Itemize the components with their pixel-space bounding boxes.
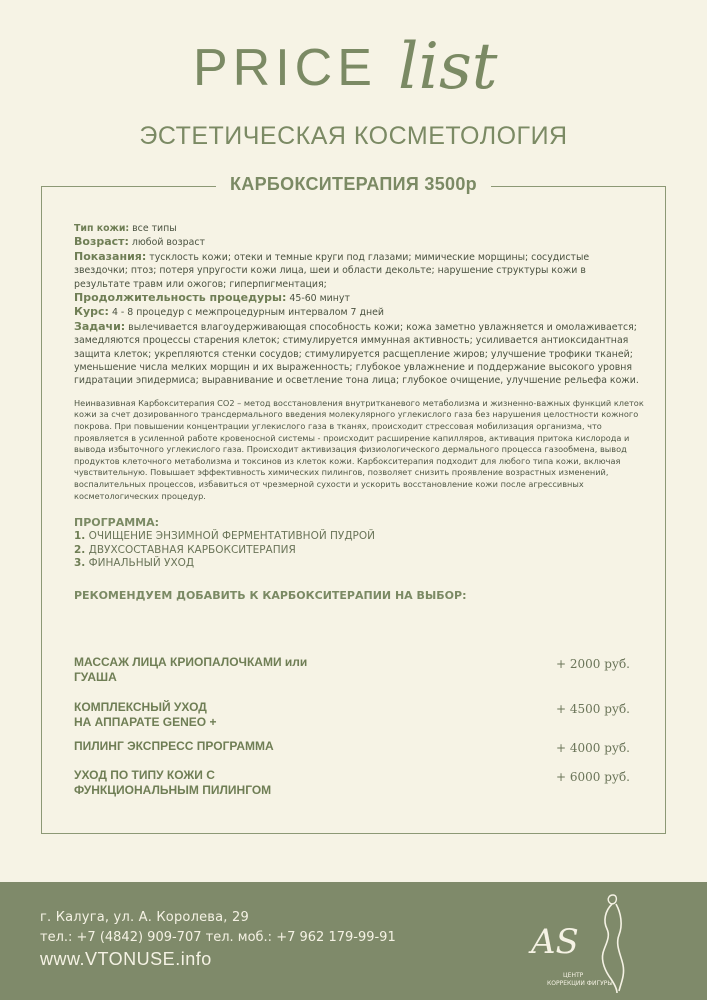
program-item-text: ОЧИЩЕНИЕ ЭНЗИМНОЙ ФЕРМЕНТАТИВНОЙ ПУДРОЙ [85, 530, 375, 543]
logo-caption: КОРРЕКЦИИ ФИГУРЫ [547, 980, 613, 987]
course-value: 4 - 8 процедур с межпроцедурным интервалом 7 дней [108, 307, 384, 319]
addon-price: + 2000 руб. [555, 657, 630, 671]
program-item-number: 3. [74, 557, 86, 570]
addon-price: + 4500 руб. [555, 702, 630, 716]
addon-name [74, 700, 404, 730]
indications-label: Показания: [74, 249, 147, 263]
age-value: любой возраст [128, 237, 205, 249]
procedure-title-text: КАРБОКСИТЕРАПИЯ 3500р [216, 174, 491, 194]
price-word: PRICE [193, 39, 377, 97]
tasks-value: вылечивается влагоудерживающая способность кожи; кожа заметно увлажняется и омолаживается; замедляются процессы старения клеток; стимулируется иммунная активность; усиливается антиоксидантная защита клеток; укрепляются стенки сосудов; стимулируется расщепление жиров; улучшение трофики тканей; уменьшение числа мелких морщин и их выраженность; глубокое увлажнение и поддержание высокого уровня гидратации эпидермиса; выравнивание и осветление тона лица; глубокое очищение, улучшение рельефа кожи. [74, 321, 639, 387]
skin-type-label: Тип кожи: [74, 223, 130, 234]
indications-value: тусклость кожи; отеки и темные круги под глазами; мимические морщины; сосудистые звездочки; птоз; потеря упругости кожи лица, шеи и области декольте; нарушение структуры кожи в результате травм или ожогов; гиперпигментация; [74, 251, 590, 290]
addon-name-line: ФУНКЦИОНАЛЬНЫМ ПИЛИНГОМ [74, 783, 272, 797]
addon-item [74, 739, 634, 754]
addon-item [74, 700, 634, 730]
program-item-text: ДВУХСОСТАВНАЯ КАРБОКСИТЕРАПИЯ [85, 543, 296, 556]
addon-name-line: МАССАЖ ЛИЦА КРИОПАЛОЧКАМИ или [74, 655, 308, 669]
addon-name-line: НА АППАРАТЕ GENEO + [74, 715, 217, 729]
program-item [74, 557, 644, 571]
phone-numbers: тел.: +7 (4842) 909-707 тел. моб.: +7 962 179-99-91 [40, 930, 396, 945]
footer [0, 882, 707, 1000]
list-word: list [398, 30, 498, 104]
procedure-content [74, 222, 644, 602]
addon-item [74, 768, 634, 798]
program-item-number: 2. [74, 543, 86, 556]
duration-value: 45-60 минут [286, 293, 350, 305]
indications-row [74, 250, 644, 291]
tasks-row [74, 320, 644, 388]
addon-name-line: УХОД ПО ТИПУ КОЖИ С [74, 768, 215, 782]
program-item [74, 544, 644, 558]
header [0, 0, 707, 190]
skin-type-row [74, 222, 644, 235]
course-row [74, 305, 644, 319]
addon-name-line: ПИЛИНГ ЭКСПРЕСС ПРОГРАММА [74, 739, 274, 753]
addon-name-line: ГУАША [74, 670, 117, 684]
addon-price: + 6000 руб. [555, 770, 630, 784]
age-label: Возраст: [74, 235, 129, 249]
addon-price: + 4000 руб. [555, 741, 630, 755]
skin-type-value: все типы [129, 223, 177, 234]
course-label: Курс: [74, 305, 109, 319]
program-item-text: ФИНАЛЬНЫЙ УХОД [85, 557, 195, 570]
program-item-number: 1. [74, 530, 86, 543]
age-row [74, 235, 644, 249]
tasks-label: Задачи: [74, 319, 126, 333]
addon-name [74, 655, 404, 685]
brand-logo [525, 887, 645, 997]
addon-name-line: КОМПЛЕКСНЫЙ УХОД [74, 700, 207, 714]
addon-name [74, 768, 404, 798]
duration-row [74, 291, 644, 305]
program-item [74, 530, 644, 544]
program-title: ПРОГРАММА: [74, 516, 160, 530]
procedure-description: Неинвазивная Карбокситерапия CO2 – метод восстановления внутритканевого метаболизма и жизненно-важных функций клеток кожи за счет дозированного трансдермального введения молекулярного углекислого газа без нарушения целостности кожного покрова. При повышении концентрации углекислого газа в тканях, происходит стрессовая мобилизация организма, что проявляется в усиленной работе кровеносной системы - происходит расширение капилляров, активация притока кислорода и вывода избыточного углекислого газа. Происходит активизация физиологического дермального процесса газообмена, вывод продуктов клеточного метаболизма и токсинов из клеток кожи. Карбокситерапия подходит для любого типа кожи, включая чувствительную. Повышает эффективность химических пилингов, позволяет снизить проявление возрастных изменений, воспалительных процессов, избавиться от чрезмерной сухости и ускорить восстановление кожи после агрессивных косметологических процедур. [74, 397, 644, 501]
addon-name [74, 739, 404, 754]
recommend-title: РЕКОМЕНДУЕМ ДОБАВИТЬ К КАРБОКСИТЕРАПИИ НА ВЫБОР: [74, 588, 467, 602]
woman-silhouette-icon [602, 895, 623, 993]
address: г. Калуга, ул. А. Королева, 29 [40, 910, 249, 925]
duration-label: Продолжительность процедуры: [74, 291, 287, 305]
logo-text: AS [531, 922, 579, 962]
addon-item [74, 655, 634, 685]
logo-caption: ЦЕНТР [563, 972, 584, 979]
procedure-title [0, 174, 707, 195]
website-link[interactable]: www.VTONUSE.info [40, 949, 212, 969]
page-subtitle: ЭСТЕТИЧЕСКАЯ КОСМЕТОЛОГИЯ [139, 122, 568, 150]
